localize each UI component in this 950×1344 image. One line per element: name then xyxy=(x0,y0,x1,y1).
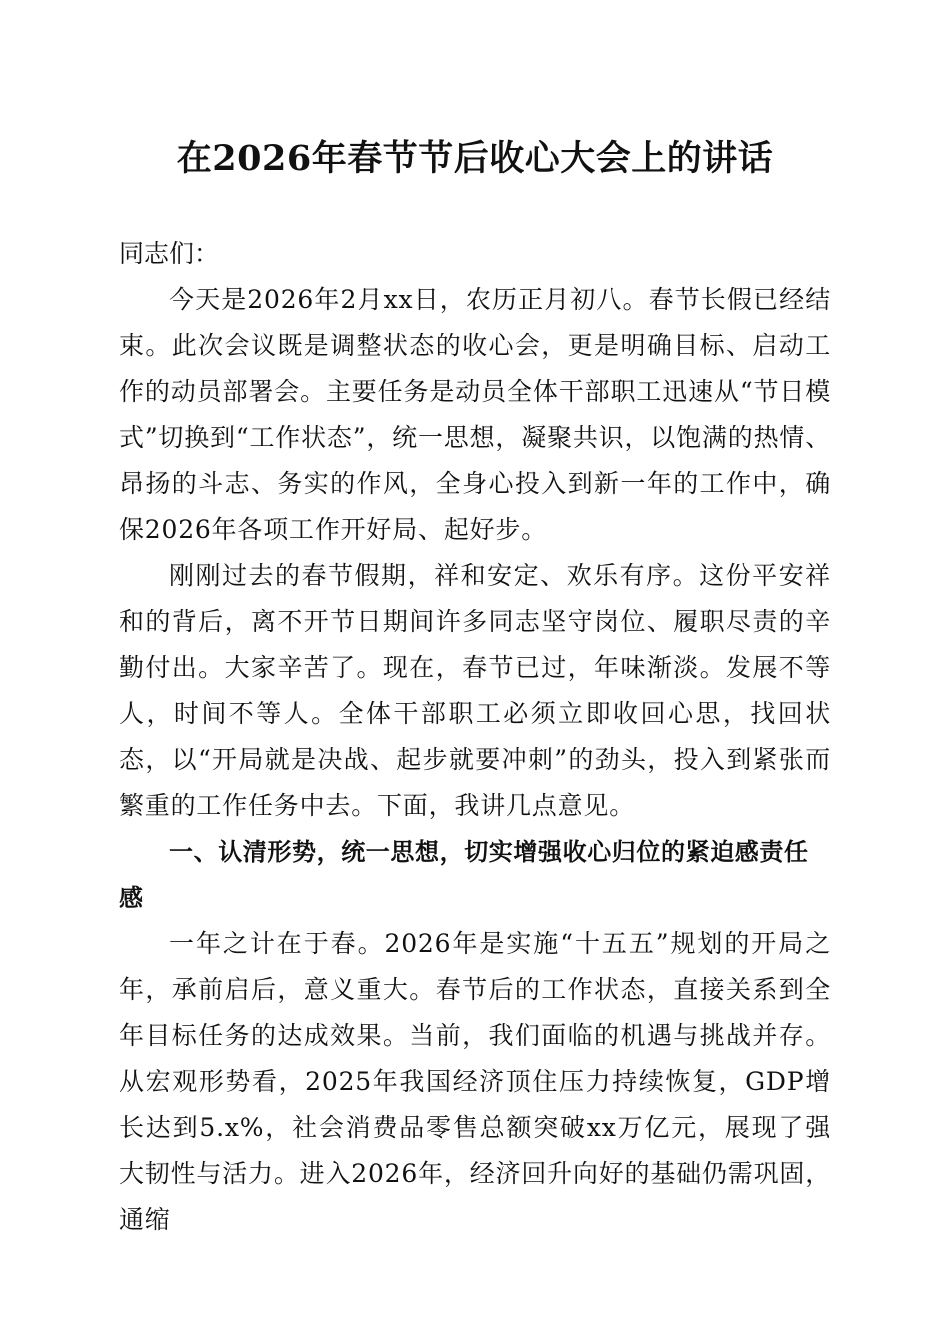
document-title: 在2026年春节节后收心大会上的讲话 xyxy=(176,138,774,179)
paragraph-section-1: 一年之计在于春。2026年是实施“十五五”规划的开局之年，承前启后，意义重大。春节后的工作状态，直接关系到全年目标任务的达成效果。当前，我们面临的机遇与挑战并存。从宏观形势看，2025年我国经济顶住压力持续恢复，GDP增长达到5.x%，社会消费品零售总额突破xx万亿元，展现了强大韧性与活力。进入2026年，经济回升向好的基础仍需巩固，通缩 xyxy=(119,929,831,1234)
paragraph-opening: 今天是2026年2月xx日，农历正月初八。春节长假已经结束。此次会议既是调整状态的收心会，更是明确目标、启动工作的动员部署会。主要任务是动员全体干部职工迅速从“节日模式”切换到“工作状态”，统一思想，凝聚共识，以饱满的热情、昂扬的斗志、务实的作风，全身心投入到新一年的工作中，确保2026年各项工作开好局、起好步。 xyxy=(119,285,831,544)
section-heading-1: 一、认清形势，统一思想，切实增强收心归位的紧迫感责任感 xyxy=(119,838,809,912)
salutation: 同志们： xyxy=(119,239,220,268)
paragraph-holiday: 刚刚过去的春节假期，祥和安定、欢乐有序。这份平安祥和的背后，离不开节日期间许多同志坚守岗位、履职尽责的辛勤付出。大家辛苦了。现在，春节已过，年味渐淡。发展不等人，时间不等人。全体干部职工必须立即收回心思，找回状态，以“开局就是决战、起步就要冲刺”的劲头，投入到紧张而繁重的工作任务中去。下面，我讲几点意见。 xyxy=(119,561,831,820)
document-body xyxy=(119,231,831,1243)
